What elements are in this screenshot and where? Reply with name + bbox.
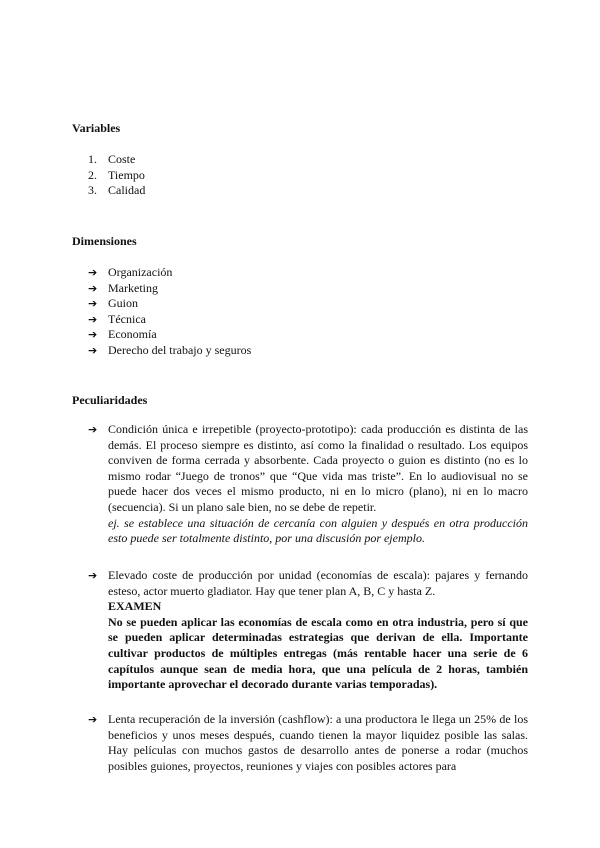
paragraph-body — [108, 568, 528, 693]
list-item — [88, 281, 251, 297]
arrow-right-icon: ➔ — [88, 569, 98, 582]
list-item-label: Marketing — [108, 280, 158, 295]
dimensiones-list — [88, 265, 251, 359]
list-number: 1. — [88, 152, 97, 166]
list-item — [88, 312, 251, 328]
arrow-right-icon: ➔ — [88, 343, 98, 357]
list-number: 3. — [88, 183, 97, 198]
list-item-label: Técnica — [108, 311, 146, 326]
arrow-right-icon: ➔ — [88, 281, 98, 295]
bold-note: No se pueden aplicar las economías de escala como en otra industria, pero sí que se pueden aplicar determinadas estrategias que derivan de ella. Importante cultivar productos de múltiples entregas (más rentable hacer una serie de 6 capítulos aunque sean de media hora, que una película de 2 horas, también importante aprovechar el decorado durante varias temporadas). — [108, 614, 528, 692]
paragraph-condicion-unica — [88, 422, 528, 547]
list-item-label: Economía — [108, 327, 157, 342]
arrow-right-icon: ➔ — [88, 297, 98, 311]
list-item-label: Calidad — [108, 183, 146, 198]
list-item-label: Guion — [108, 296, 138, 311]
list-number: 2. — [88, 167, 97, 182]
list-item — [88, 343, 251, 359]
paragraph-text: Lenta recuperación de la inversión (cashflow): a una productora le llega un 25% de los beneficios y unos meses después, cuando tienen la mayor liquidez posible las salas. Hay películas con muchos gastos de desarrollo antes de ponerse a rodar (muchos posibles guiones, proyectos, reuniones y viajes con posibles actores para — [108, 712, 528, 773]
paragraph-lenta-recuperacion — [88, 712, 528, 774]
paragraph-text: Condición única e irrepetible (proyecto-prototipo): cada producción es distinta de las demás. El proceso siempre es distinto, así como la finalidad o resultado. Los equipos conviven de forma cerrada y absorbente. Cada proyecto o guion es distinto (no es lo mismo rodar “Juego de tronos” que “Que vida mas triste”. En lo audiovisual no se puede hacer dos veces el mismo producto, ni en lo micro (plano), ni en lo macro (secuencia). Si un plano sale bien, no se debe de repetir. — [108, 422, 528, 514]
list-item — [88, 152, 145, 168]
list-item — [88, 265, 251, 281]
list-item — [88, 183, 145, 199]
list-item — [88, 327, 251, 343]
variables-list — [88, 152, 145, 199]
paragraph-elevado-coste — [88, 568, 528, 693]
heading-variables: Variables — [72, 121, 121, 135]
arrow-right-icon: ➔ — [88, 312, 98, 326]
list-item — [88, 296, 251, 312]
heading-peculiaridades: Peculiaridades — [72, 393, 148, 407]
arrow-right-icon: ➔ — [88, 328, 98, 342]
list-item-label: Tiempo — [108, 167, 145, 182]
exam-label: EXAMEN — [108, 599, 162, 614]
arrow-right-icon: ➔ — [88, 266, 98, 279]
paragraph-body — [108, 712, 528, 774]
arrow-right-icon: ➔ — [88, 423, 98, 436]
heading-dimensiones: Dimensiones — [72, 234, 137, 248]
list-item — [88, 168, 145, 184]
arrow-right-icon: ➔ — [88, 713, 98, 726]
paragraph-body — [108, 422, 528, 547]
list-item-label: Derecho del trabajo y seguros — [108, 342, 252, 357]
list-item-label: Coste — [108, 152, 136, 166]
example-text: ej. se establece una situación de cercanía con alguien y después en otra producción esto puede ser totalmente distinto, por una discusión por ejemplo. — [108, 515, 528, 546]
list-item-label: Organización — [108, 265, 173, 279]
paragraph-text: Elevado coste de producción por unidad (economías de escala): pajares y fernando esteso, actor muerto gladiator. Hay que tener plan A, B, C y hasta Z. — [108, 568, 528, 598]
